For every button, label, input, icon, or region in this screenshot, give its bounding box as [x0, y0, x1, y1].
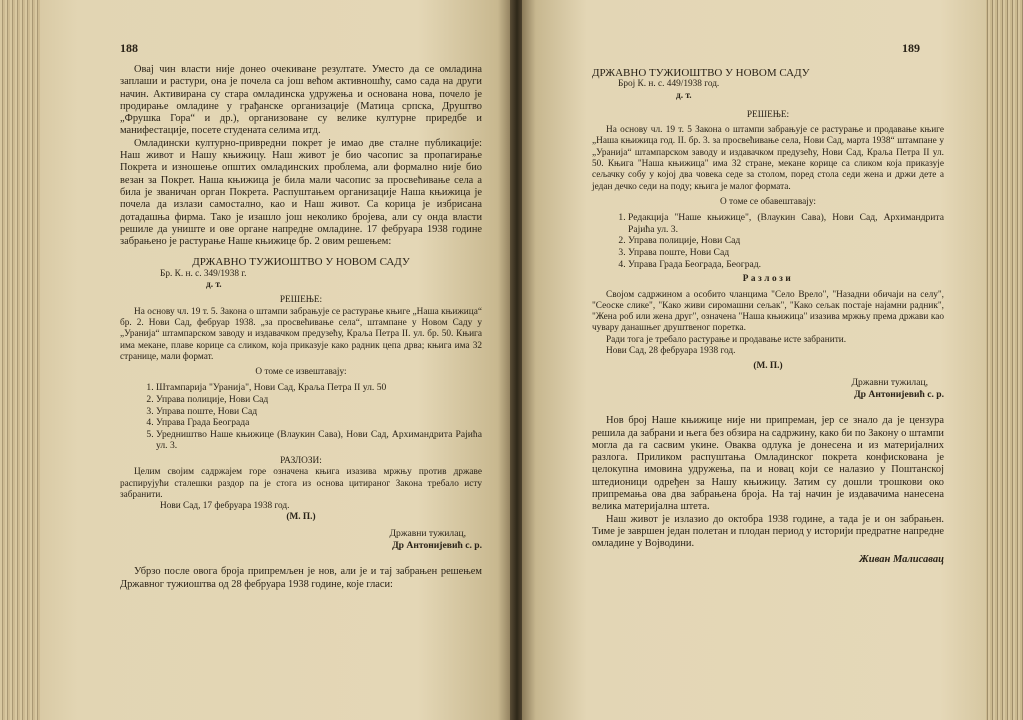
paragraph: Нов број Наше књижице није ни припреман, јер се знало да је цензура решила да забрани и њега без обзира на садржину, како би по Закону о штампи могла да га сасвим укине. Оваква одлука је донесена и из материјалних разлога. Приликом распуштања Омладинског покрета конфискована је целокупна имовина удружења, па и новац који се налазио у Поштанској штедионици одређен за Нашу књижицу. Затим су дошли трошкови око припремања ова два забрањена броја. На тај начин је издавачима нанесена велика материјална штета.	[592, 415, 944, 513]
list-item: 2. Управа полиције, Нови Сад	[628, 235, 944, 247]
recipients-list	[592, 212, 944, 270]
prosecutor-heading: ДРЖАВНО ТУЖИОШТВО У НОВОМ САДУ	[192, 256, 410, 269]
right-page-body	[592, 67, 944, 567]
notify-title: О томе се извештавају:	[255, 367, 347, 378]
list-item: 1. Редакција "Наше књижице", (Влаукин Сава), Нови Сад, Архимандрита Рајића ул. 3.	[628, 212, 944, 235]
right-page-stack-edge	[980, 0, 1023, 720]
list-item: 1. Штампарија "Уранија", Нови Сад, Краља Петра II ул. 50	[156, 382, 482, 394]
list-item: 2. Управа полиције, Нови Сад	[156, 394, 482, 406]
page-number-right: 189	[902, 41, 920, 55]
paragraph: Овај чин власти није донео очекиване резултате. Уместо да се омладина заплаши и растури, она је почела са још већом активношћу, само сада на други начин. Активирана су стара омладинска удружења и основана нова, почело је продирање омладине у грађанске организације (Матица српска, Друштво „Фрушка Гора“ и др.), организоване су велике културне приредбе и манифестације, посете студената селима итд.	[120, 64, 482, 137]
seal-mark: (М. П.)	[753, 361, 783, 372]
place-date: Нови Сад, 28 фебруара 1938 год.	[606, 346, 736, 357]
seal-mark: (М. П.)	[286, 512, 316, 523]
paragraph: Убрзо после овога броја припремљен је нов, али је и тај забрањен решењем Државног тужиоштва од 28 фебруара 1938 године, које гласи:	[120, 566, 482, 590]
reasons-title: Разлози	[742, 274, 794, 285]
reasons-text-2: Ради тога је требало растурање и продавање исте забранити.	[606, 334, 847, 345]
recipients-list	[120, 382, 482, 452]
list-item: 5. Уредништво Наше књижице (Влаукин Сава), Нови Сад, Архимандрита Рајића ул. 3.	[156, 429, 482, 452]
paragraph: Омладински културно-привредни покрет је имао две сталне публикације: Наш живот и Нашу књижицу. Наш живот је био часопис за пропагирање Покрета и изношење општих омладинских проблема, али формално није био везан за Покрет. Наша књижица је била мали часопис за просвећивање села а била је званичан орган Покрета. Распуштањем организације Наша књижица је почела да излази самостално, као и Наш живот. Са корица је избрисана дотадашња фирма. Тако је изашло још неколико бројева, али су онда власти решиле да униште и ове органе напредне омладине. 17 фебруара 1938 године забрањено је растурање Наше књижице бр. 2 овим решењем:	[120, 137, 482, 248]
paragraph: Наш живот је излазио до октобра 1938 године, а тада је и он забрањен. Тиме је завршен један полетан и плодан период у историји предратне напредне омладине у Војводини.	[592, 513, 944, 550]
signer-title: Државни тужилац,	[851, 376, 928, 388]
author-signature: Живан Малисавац	[859, 554, 944, 566]
page-number-left: 188	[120, 41, 138, 55]
case-number: Бр. К. н. с. 349/1938 г.	[160, 268, 247, 279]
left-page-body	[120, 64, 482, 591]
decision-title: РЕШЕЊЕ:	[746, 109, 790, 120]
decision-text: На основу чл. 19 т. 5. Закона о штампи забрањује се растурање књиге „Наша књижица“ бр. 2. Нови Сад, фебруар 1938. „за просвећивање села“, штампане у Новом Саду у „Уранија“ штампарском заводу и издавачком предузећу, Краља Петра II. ул. бр. 50. Књига има мекане, плаве корице са сликом, која приказује како радник цепа дрва; књига има 32 странице, мали формат.	[120, 306, 482, 362]
dt-mark: д. т.	[676, 90, 692, 101]
list-item: 3. Управа поште, Нови Сад	[156, 406, 482, 418]
reasons-text: Својом садржином а особито чланцима "Село Врело", "Назадни обичаји на селу", "Сеоске слике", "Како живи сиромашни сељак", "Како сељак постаје најамни радник", "Жена роб или жена друг", означена "Наша књижица" изазива мржњу према држави као чувару данашњег друштвеног поретка.	[592, 289, 944, 334]
signer-name: Др Антонијевић с. р.	[854, 388, 944, 400]
place-date: Нови Сад, 17 фебруара 1938 год.	[160, 501, 290, 512]
list-item: 4. Управа Града Београда	[156, 417, 482, 429]
signer-title: Државни тужилац,	[389, 527, 466, 539]
prosecutor-heading: ДРЖАВНО ТУЖИОШТВО У НОВОМ САДУ	[592, 67, 810, 79]
list-item: 4. Управа Града Београда, Београд.	[628, 259, 944, 271]
dt-mark: д. т.	[206, 280, 222, 291]
decision-title: РЕШЕЊЕ:	[279, 295, 323, 306]
signer-name: Др Антонијевић с. р.	[392, 540, 482, 552]
case-number: Број К. н. с. 449/1938 год.	[618, 79, 720, 90]
left-page	[40, 0, 512, 720]
reasons-text: Целим својим садржајем горе означена књига изазива мржњу против државе распирујући сталешки раздор па је стога из основа цитираног Закона требало исту забранити.	[120, 467, 482, 500]
reasons-title: РАЗЛОЗИ:	[280, 455, 322, 466]
notify-title: О томе се обавештавају:	[720, 196, 816, 207]
decision-text: На основу чл. 19 т. 5 Закона о штампи забрањује се растурање и продавање књиге „Наша књижица год. II. бр. 3. за просвећивање села, Нови Сад, марта 1938“ штампане у „Уранија“ штампарском заводу и издавачком предузећу, Нови Сад, Краља Петра II ул. 50. Књига "Наша књижица" има 32 стране, мекане корице са сликом која приказује сељачку собу у којој два човека седе за столом, поред стола седи жена и држи дете а један дечко седи на поду; књига је малог формата.	[592, 125, 944, 192]
list-item: 3. Управа поште, Нови Сад	[628, 247, 944, 259]
right-page	[522, 0, 986, 720]
